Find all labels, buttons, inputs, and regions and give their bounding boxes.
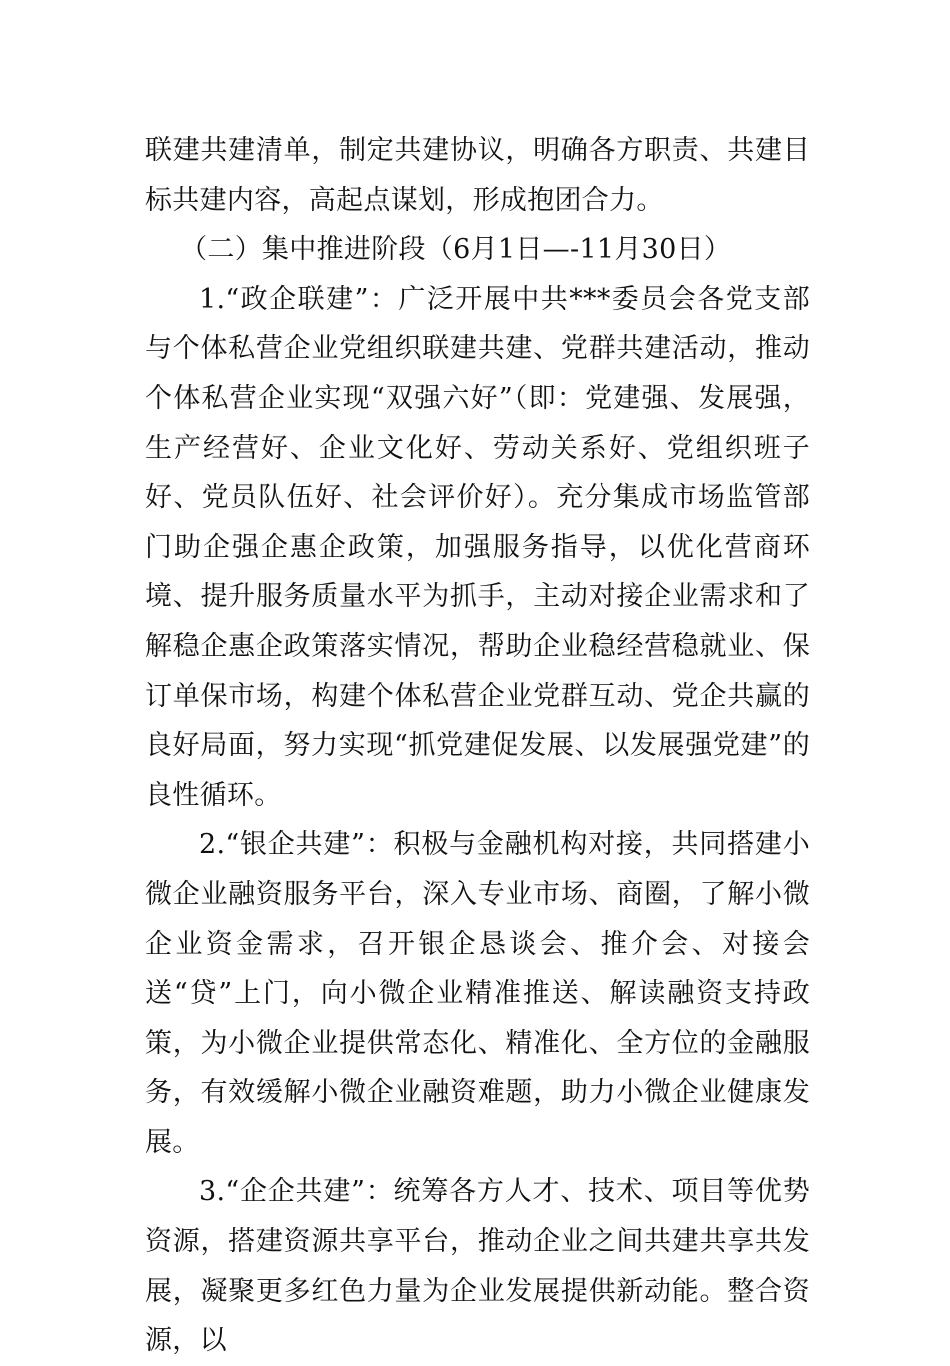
paragraph-continuation: 联建共建清单，制定共建协议，明确各方职责、共建目标共建内容，高起点谋划，形成抱团合力。	[145, 135, 810, 216]
section-heading: （二）集中推进阶段（6月1日—-11月30日）	[180, 234, 732, 266]
paragraph-enterprise-enterprise: 3.“企企共建”：统筹各方人才、技术、项目等优势资源，搭建资源共享平台，推动企业之间共建共享共发展，凝聚更多红色力量为企业发展提供新动能。整合资源，以	[145, 1176, 810, 1357]
document-body	[145, 126, 810, 1366]
paragraph-government-enterprise: 1.“政企联建”：广泛开展中共***委员会各党支部与个体私营企业党组织联建共建、党群共建活动，推动个体私营企业实现“双强六好”（即：党建强、发展强，生产经营好、企业文化好、劳动关系好、党组织班子好、党员队伍好、社会评价好）。充分集成市场监管部门助企强企惠企政策，加强服务指导，以优化营商环境、提升服务质量水平为抓手，主动对接企业需求和了解稳企惠企政策落实情况，帮助企业稳经营稳就业、保订单保市场，构建个体私营企业党群互动、党企共赢的良好局面，努力实现“抓党建促发展、以发展强党建”的良性循环。	[145, 283, 810, 811]
paragraph-bank-enterprise: 2.“银企共建”：积极与金融机构对接，共同搭建小微企业融资服务平台，深入专业市场、商圈，了解小微企业资金需求，召开银企恳谈会、推介会、对接会送“贷”上门，向小微企业精准推送、解读融资支持政策，为小微企业提供常态化、精准化、全方位的金融服务，有效缓解小微企业融资难题，助力小微企业健康发展。	[145, 829, 810, 1158]
